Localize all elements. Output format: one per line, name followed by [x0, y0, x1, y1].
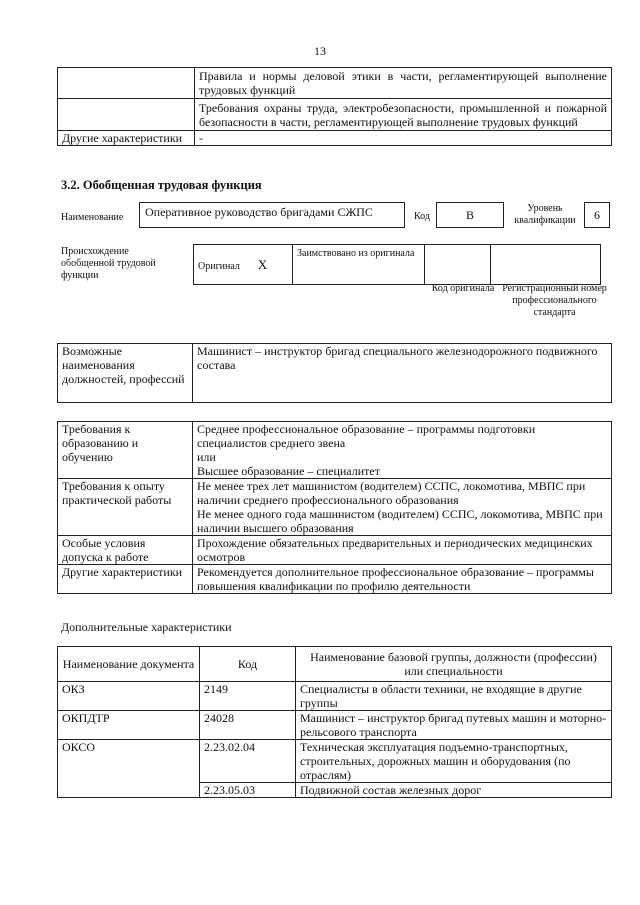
positions-value: Машинист – инструктор бригад специального железнодорожного подвижного состава: [193, 344, 612, 403]
req-line: Не менее трех лет машинистом (водителем) ССПС, локомотива, МВПС при наличии среднего профессионального образования: [197, 479, 586, 507]
name-cell: Подвижной состав железных дорог: [296, 783, 612, 798]
continuation-table: [57, 67, 612, 146]
req-value: [193, 565, 612, 594]
level-label: Уровень квалификации: [514, 203, 576, 226]
code-cell: 24028: [200, 711, 296, 740]
req-label: Другие характеристики: [58, 565, 193, 594]
table-row: [58, 131, 612, 146]
row-value: Правила и нормы деловой этики в части, регламентирующей выполнение трудовых функций: [195, 68, 612, 99]
row-label: [58, 68, 195, 99]
code-label: Код: [414, 211, 430, 222]
code-cell: 2.23.05.03: [200, 783, 296, 798]
original-label: Оригинал: [198, 260, 240, 272]
req-line: Среднее профессиональное образование – программы подготовки специалистов среднего звена: [197, 422, 536, 450]
doc-cell: ОКЗ: [58, 682, 200, 711]
table-row: [58, 682, 612, 711]
table-row: [58, 99, 612, 131]
reg-number-cell: [491, 245, 601, 285]
name-value: Оперативное руководство бригадами СЖПС: [139, 202, 405, 228]
req-value: [193, 422, 612, 479]
req-value: [193, 536, 612, 565]
req-line: или: [197, 450, 216, 464]
row-value: -: [195, 131, 612, 146]
name-cell: Специалисты в области техники, не входящие в другие группы: [296, 682, 612, 711]
table-row: [58, 68, 612, 99]
req-label: Требования к опыту практической работы: [58, 479, 193, 536]
original-mark: X: [257, 256, 268, 272]
table-row: [58, 783, 612, 798]
section-heading: 3.2. Обобщенная трудовая функция: [61, 178, 262, 192]
row-value: Требования охраны труда, электробезопасности, промышленной и пожарной безопасности в части, регламентирующей выполнение трудовых функций: [195, 99, 612, 131]
doc-cell: ОКСО: [58, 740, 200, 783]
origin-table: [193, 244, 601, 285]
table-row: [58, 536, 612, 565]
req-label: Требования к образованию и обучению: [58, 422, 193, 479]
doc-cell: [58, 783, 200, 798]
positions-label: Возможные наименования должностей, профессий: [58, 344, 193, 403]
column-header: Наименование документа: [58, 647, 200, 682]
additional-title: Дополнительные характеристики: [61, 620, 232, 634]
code-value: B: [436, 202, 504, 228]
code-cell: 2149: [200, 682, 296, 711]
name-cell: Машинист – инструктор бригад путевых машин и моторно-рельсового транспорта: [296, 711, 612, 740]
row-label: [58, 99, 195, 131]
borrowed-label: Заимствовано из оригинала: [293, 245, 425, 285]
req-label: Особые условия допуска к работе: [58, 536, 193, 565]
origin-label: Происхождение обобщенной трудовой функции: [61, 246, 156, 281]
req-line: Не менее одного года машинистом (водителем) ССПС, локомотива, МВПС при наличии высшего образования: [197, 507, 603, 535]
table-row: [58, 344, 612, 403]
table-header-row: [58, 647, 612, 682]
req-value: [193, 479, 612, 536]
additional-table: [57, 646, 612, 798]
reg-number-caption: Регистрационный номер профессионального стандарта: [502, 283, 607, 318]
positions-table: [57, 343, 612, 403]
requirements-table: [57, 421, 612, 594]
name-cell: Техническая эксплуатация подъемно-транспортных, строительных, дорожных машин и оборудования (по отраслям): [296, 740, 612, 783]
original-cell: [194, 245, 293, 285]
code-cell: 2.23.02.04: [200, 740, 296, 783]
column-header: Код: [200, 647, 296, 682]
name-label: Наименование: [61, 212, 124, 223]
code-original-cell: [425, 245, 491, 285]
doc-cell: ОКПДТР: [58, 711, 200, 740]
req-line: Прохождение обязательных предварительных и периодических медицинских осмотров: [197, 536, 593, 564]
table-row: [58, 422, 612, 479]
table-row: [58, 711, 612, 740]
level-value: 6: [584, 202, 610, 228]
row-label: Другие характеристики: [58, 131, 195, 146]
table-row: [58, 479, 612, 536]
table-row: [58, 740, 612, 783]
req-line: Высшее образование – специалитет: [197, 464, 380, 478]
code-original-caption: Код оригинала: [431, 283, 495, 294]
req-line: Рекомендуется дополнительное профессиональное образование – программы повышения квалификации по профилю деятельности: [197, 565, 594, 593]
page-number: 13: [314, 44, 326, 58]
table-row: [58, 565, 612, 594]
column-header: Наименование базовой группы, должности (профессии) или специальности: [296, 647, 612, 682]
